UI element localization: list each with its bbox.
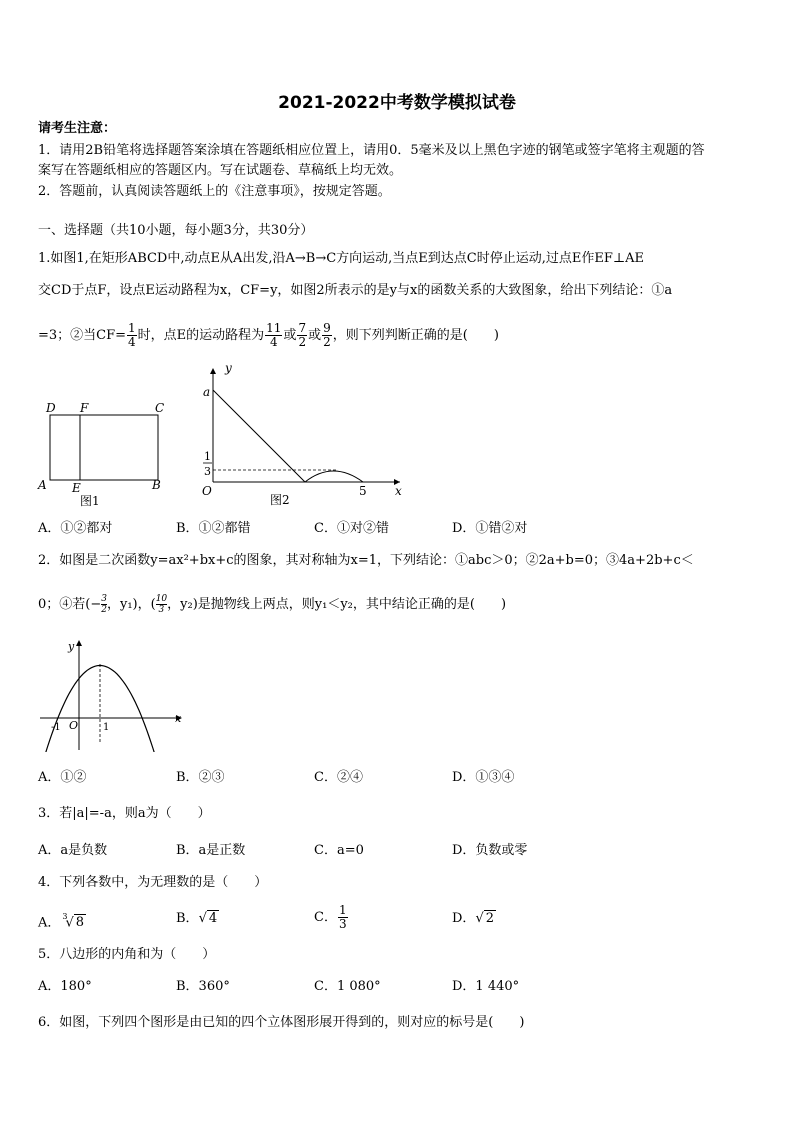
label-one: 1 [204, 450, 211, 463]
q4-option-b-label: B． [176, 911, 199, 926]
q4-option-a [38, 904, 86, 938]
label-y: y [225, 362, 232, 375]
q1-option-b: B．①②都错 [176, 521, 251, 536]
q2-frac2-den: 3 [158, 605, 165, 615]
label-b: B [152, 478, 161, 492]
q1-figure2 [195, 362, 410, 512]
fig2-caption: 图2 [270, 493, 290, 507]
q5-option-c: C．1 080° [314, 979, 381, 994]
q1-frac2-num: 11 [266, 321, 282, 335]
q1-frac3-num: 7 [298, 321, 307, 335]
q4-a-index: 3 [62, 912, 68, 921]
label-e: E [72, 481, 81, 495]
q6-stem: 6．如图，下列四个图形是由已知的四个立体图形展开得到的，则对应的标号是( ) [38, 1015, 525, 1030]
q3-stem: 3．若|a|=-a，则a为（ ） [38, 806, 211, 821]
parabola-curve [43, 666, 163, 753]
q2-line1: 2．如图是二次函数y=ax²+bx+c的图象，其对称轴为x=1，下列结论：①abc＞0；②2a+b=0；③4a+2b+c＜ [38, 553, 694, 568]
q1-or1: 或 [283, 328, 297, 343]
line-segment [213, 390, 305, 482]
label-a: A [38, 478, 47, 492]
q5-option-a: A．180° [38, 979, 92, 994]
q2-option-c: C．②④ [314, 770, 363, 785]
y-axis-arrow [76, 640, 82, 646]
label-c: C [155, 401, 165, 415]
rectangle-abcd [50, 415, 158, 480]
q1-option-a: A．①②都对 [38, 521, 113, 536]
q1-frac3-den: 2 [298, 335, 307, 349]
notice-line1a: 1．请用2B铅笔将选择题答案涂填在答题纸相应位置上，请用0．5毫米及以上黑色字迹的钢笔或签字笔将主观题的答 [38, 143, 705, 158]
q1-frac4 [322, 322, 332, 349]
q1-frac1 [127, 322, 137, 349]
label-y: y [68, 640, 75, 653]
arc-segment [305, 471, 363, 482]
q2-frac1-num: 3 [101, 594, 107, 604]
label-a-axis: a [203, 385, 211, 399]
q4-d-sqrt-sign: √ [475, 911, 484, 926]
q1-frac2-den: 4 [269, 335, 278, 349]
q4-option-d-label: D． [452, 911, 476, 926]
q2-line2 [38, 588, 506, 622]
q3-option-d: D．负数或零 [452, 843, 528, 858]
q3-option-a: A．a是负数 [38, 843, 108, 858]
q1-frac1-num: 1 [128, 321, 136, 335]
label-pos1: 1 [103, 722, 110, 733]
q5-stem: 5．八边形的内角和为（ ） [38, 947, 216, 962]
label-f: F [80, 401, 89, 415]
notice-line2: 2．答题前，认真阅读答题纸上的《注意事项》，按规定答题。 [38, 184, 391, 199]
q1-line3-post: ，则下列判断正确的是( ) [332, 328, 499, 343]
q1-frac2 [265, 322, 282, 349]
q2-frac1-den: 2 [101, 605, 107, 615]
q2-line2-pre: 0；④若(− [38, 597, 102, 612]
q4-a-sqrt-sign: √ [65, 915, 74, 931]
q4-option-c [314, 900, 349, 936]
section-heading: 一、选择题（共10小题，每小题3分，共30分） [38, 223, 314, 238]
label-x: x [395, 484, 402, 498]
q1-frac3 [297, 322, 307, 349]
q4-a-radicand: 8 [75, 915, 85, 931]
page-title: 2021-2022中考数学模拟试卷 [278, 93, 516, 113]
label-three: 3 [204, 465, 211, 478]
q2-frac2-num: 10 [155, 594, 168, 604]
q2-parabola-graph [35, 632, 190, 752]
label-five: 5 [359, 484, 367, 498]
q2-option-a: A．①② [38, 770, 87, 785]
q1-frac4-den: 2 [323, 335, 331, 349]
q1-figure1 [30, 395, 175, 510]
q5-option-d: D．1 440° [452, 979, 520, 994]
q2-option-b: B．②③ [176, 770, 225, 785]
y-axis-arrow [210, 368, 216, 374]
label-x: x [175, 712, 182, 725]
q1-line3 [38, 314, 499, 358]
q1-frac1-den: 4 [128, 335, 136, 349]
q4-c-frac [338, 904, 348, 931]
label-origin: O [202, 484, 212, 498]
q3-option-c: C．a=0 [314, 843, 364, 858]
q4-option-a-label: A． [38, 915, 61, 931]
q1-or2: 或 [308, 328, 322, 343]
q1-line1: 1.如图1,在矩形ABCD中,动点E从A出发,沿A→B→C方向运动,当点E到达点C时停止运动,过点E作EF⊥AE [38, 251, 644, 266]
label-origin: O [69, 719, 79, 732]
q4-c-den: 3 [338, 917, 347, 931]
q1-line2: 交CD于点F，设点E运动路程为x，CF=y，如图2所表示的是y与x的函数关系的大致图象，给出下列结论：①a [38, 283, 673, 298]
q4-option-b [176, 904, 219, 934]
q1-line3-mid: 时，点E的运动路程为 [137, 328, 265, 343]
q4-c-num: 1 [338, 903, 347, 917]
q2-line2-mid: ，y₁)，( [106, 597, 156, 612]
q4-option-c-label: C． [314, 910, 337, 925]
label-neg1: -1 [51, 722, 61, 733]
q2-line2-post: ，y₂)是抛物线上两点，则y₁＜y₂，其中结论正确的是( ) [167, 597, 507, 612]
fig1-caption: 图1 [80, 494, 100, 508]
q4-b-radicand: 4 [208, 911, 218, 926]
q2-option-d: D．①③④ [452, 770, 515, 785]
q2-frac2 [156, 594, 167, 615]
q1-line3-pre: =3；②当CF= [38, 328, 127, 343]
q4-d-radicand: 2 [485, 911, 495, 926]
q4-option-d [452, 904, 496, 934]
q3-option-b: B．a是正数 [176, 843, 246, 858]
notice-line1b: 案写在答题纸相应的答题区内。写在试题卷、草稿纸上均无效。 [38, 163, 403, 178]
label-d: D [46, 401, 56, 415]
q1-option-c: C．①对②错 [314, 521, 389, 536]
notice-heading: 请考生注意： [38, 121, 117, 136]
q1-option-d: D．①错②对 [452, 521, 528, 536]
q1-frac4-num: 9 [323, 321, 331, 335]
q4-b-sqrt-sign: √ [198, 911, 207, 926]
q5-option-b: B．360° [176, 979, 230, 994]
q4-stem: 4．下列各数中，为无理数的是（ ） [38, 875, 268, 890]
